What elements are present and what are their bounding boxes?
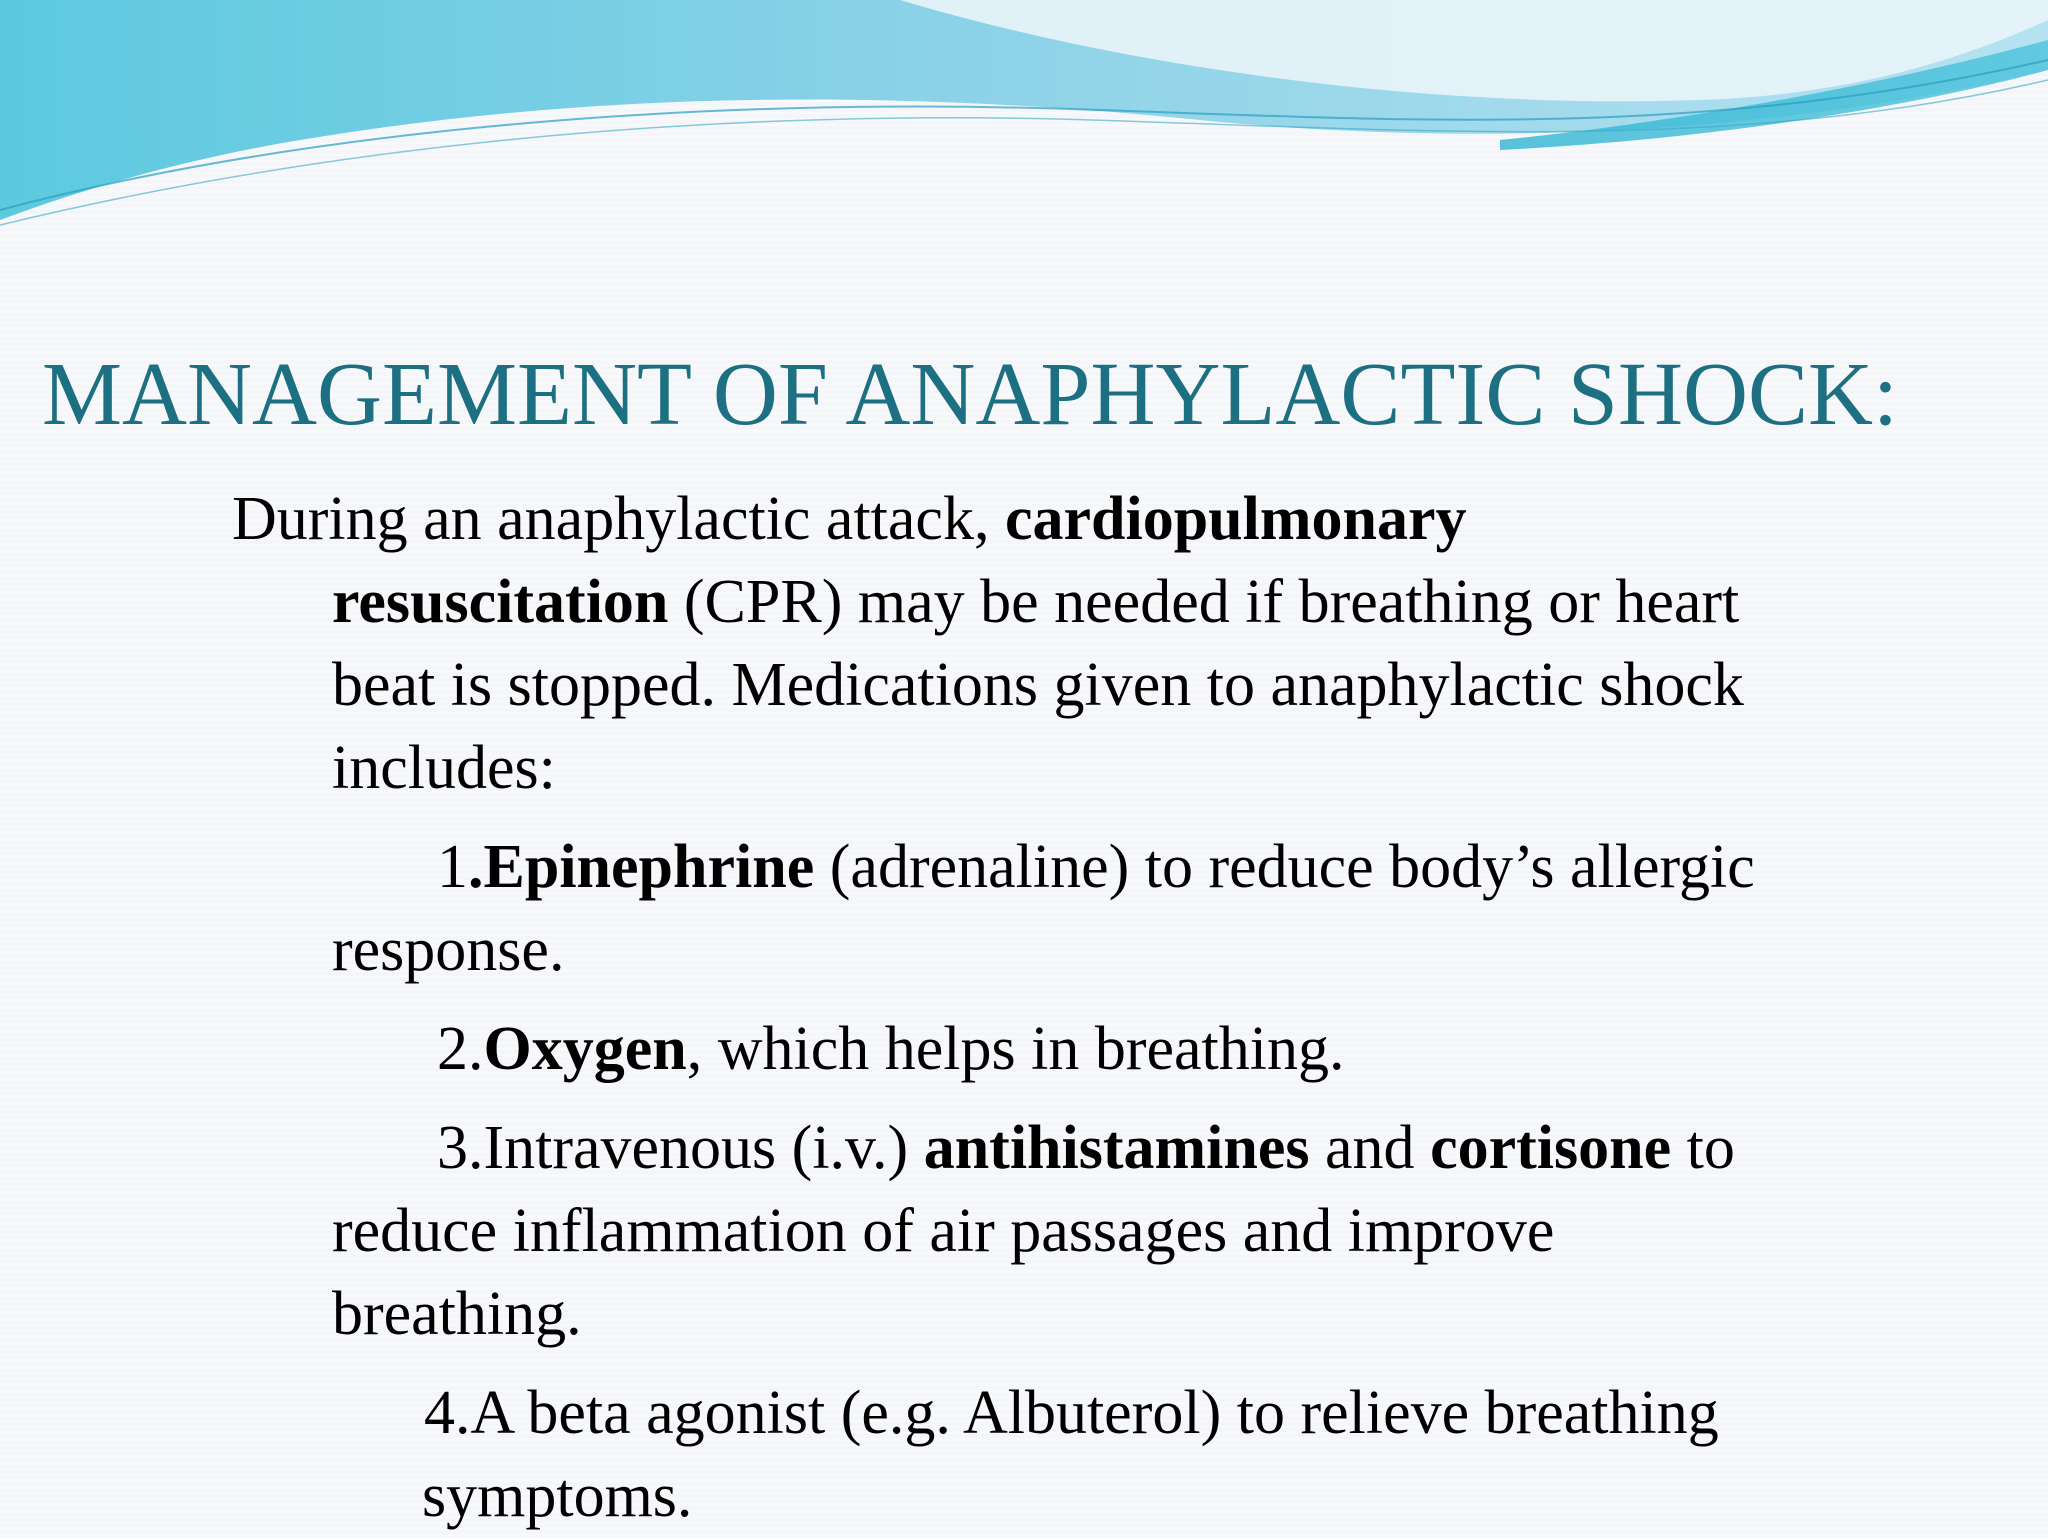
intro-line-4: includes: — [332, 734, 556, 802]
slide-title: MANAGEMENT OF ANAPHYLACTIC SHOCK: — [42, 345, 1898, 444]
list-item-antihistamines-cont-2: breathing. — [332, 1280, 582, 1348]
header-wave-decoration — [0, 0, 2048, 240]
intro-line-2: resuscitation (CPR) may be needed if breathing or heart — [332, 568, 1740, 636]
slide-body — [232, 478, 1912, 1538]
list-item-epinephrine: 1.Epinephrine (adrenaline) to reduce body’s allergic — [437, 833, 1755, 901]
intro-line-1: During an anaphylactic attack, cardiopulmonary — [232, 485, 1467, 553]
list-item-antihistamines-cont-1: reduce inflammation of air passages and improve — [332, 1197, 1555, 1265]
intro-line-3: beat is stopped. Medications given to anaphylactic shock — [332, 651, 1744, 719]
list-item-antihistamines: 3.Intravenous (i.v.) antihistamines and cortisone to — [437, 1114, 1735, 1182]
list-item-oxygen: 2.Oxygen, which helps in breathing. — [437, 1015, 1345, 1083]
list-item-epinephrine-cont: response. — [332, 916, 565, 984]
list-item-beta-agonist-cont: symptoms. — [422, 1462, 693, 1530]
list-item-beta-agonist: 4.A beta agonist (e.g. Albuterol) to relieve breathing — [424, 1379, 1719, 1447]
